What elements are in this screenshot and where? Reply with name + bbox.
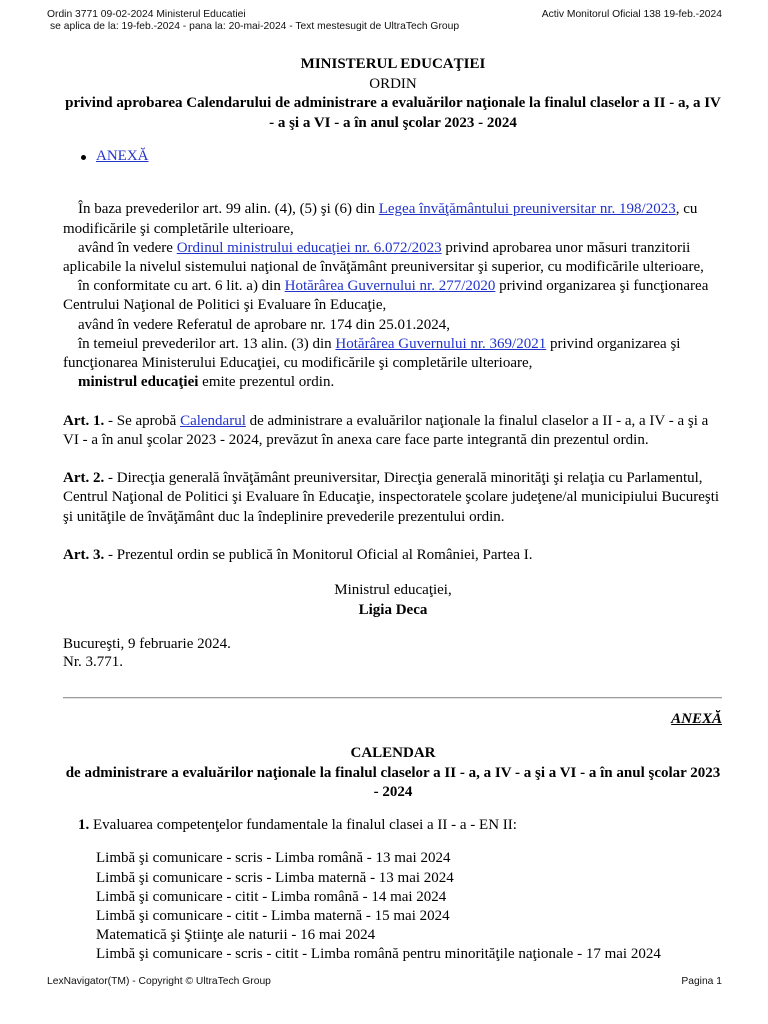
document-subject: privind aprobarea Calendarului de administrare a evaluărilor naţionale la finalul claselor a II - a, a IV - a şi a VI - a în anul şcolar 2023 - 2024: [65, 95, 721, 131]
article-3: [63, 546, 723, 565]
article-1: [63, 412, 723, 450]
preamble-hg-369: [63, 335, 723, 373]
bullet-icon: [81, 155, 86, 160]
list-item: Limbă şi comunicare - citit - Limba română - 14 mai 2024: [96, 888, 447, 905]
annex-section-heading: [63, 816, 723, 835]
annex-anchor: [63, 710, 722, 729]
header-doc-ref: Ordin 3771 09-02-2024 Ministerul Educatiei: [47, 9, 246, 20]
list-item: Limbă şi comunicare - citit - Limba maternă - 15 mai 2024: [96, 908, 450, 924]
list-item: Matematică şi Ştiinţe ale naturii - 16 mai 2024: [96, 927, 376, 944]
preamble-text: în conformitate cu art. 6 lit. a) din: [78, 278, 285, 295]
annex-label: ANEXĂ: [671, 711, 722, 728]
footer-copyright: LexNavigator(TM) - Copyright © UltraTech Group: [47, 976, 271, 987]
minister-title: ministrul educaţiei: [78, 374, 199, 391]
preamble-text: având în vedere: [78, 239, 177, 256]
preamble-hg-277: [63, 277, 723, 315]
preamble-text: în temeiul prevederilor art. 13 alin. (3) din: [78, 335, 336, 352]
hg-369-2021-link[interactable]: Hotărârea Guvernului nr. 369/2021: [335, 335, 547, 352]
order-6072-2023-link[interactable]: Ordinul ministrului educaţiei nr. 6.072/2023: [176, 239, 442, 256]
signatory-name: Ligia Deca: [358, 601, 428, 618]
section-divider: [63, 697, 722, 699]
calendar-link[interactable]: Calendarul: [180, 412, 246, 429]
list-item: Limbă şi comunicare - scris - Limba maternă - 13 mai 2024: [96, 869, 454, 886]
preamble-order-6072: [63, 239, 723, 277]
preamble-text: În baza prevederilor art. 99 alin. (4), (5) şi (6) din: [78, 201, 379, 218]
law-198-2023-link[interactable]: Legea învăţământului preuniversitar nr. 198/2023: [378, 201, 676, 218]
header-status: Activ Monitorul Oficial 138 19-feb.-2024: [541, 9, 722, 20]
preamble-text: având în vedere Referatul de aprobare nr. 174 din 25.01.2024,: [78, 316, 450, 333]
article-label: Art. 3.: [63, 547, 105, 563]
annex-section: [63, 816, 723, 835]
preamble-text: privind organizarea şi funcţionarea Centrului Naţional de Politici şi Evaluare în Educaţie,: [63, 278, 709, 314]
signatory-role: Ministrul educaţiei,: [334, 582, 452, 599]
issue-number: Nr. 3.771.: [63, 653, 123, 670]
issuer-title: MINISTERUL EDUCAŢIEI: [300, 56, 486, 72]
list-item: Limbă şi comunicare - scris - Limba română - 13 mai 2024: [96, 850, 451, 867]
article-label: Art. 2.: [63, 470, 105, 487]
preamble-enactment: [63, 373, 723, 392]
annex-link[interactable]: ANEXĂ: [96, 148, 149, 165]
annex-subtitle: de administrare a evaluărilor naţionale la finalul claselor a II - a, a IV - a şi a VI - a în anul şcolar 2023 - 2024: [65, 764, 721, 800]
preamble-text: privind aprobarea unor măsuri tranzitorii aplicabile la nivelul sistemului naţional de învăţământ preuniversitar şi superior, cu modificările ulterioare,: [63, 239, 704, 275]
exam-schedule-list: [96, 849, 723, 964]
hg-277-2020-link[interactable]: Hotărârea Guvernului nr. 277/2020: [284, 278, 496, 295]
annex-title-block: [63, 744, 723, 802]
footer-page-number: Pagina 1: [681, 976, 722, 987]
article-text: - Prezentul ordin se publică în Monitorul Oficial al României, Partea I.: [108, 547, 533, 563]
preamble-legal-basis: [63, 200, 723, 238]
preamble-text: privind organizarea şi funcţionarea Ministerului Educaţiei, cu modificările şi completările ulterioare,: [63, 335, 681, 372]
preamble-text: , cu modificările şi completările ulterioare,: [63, 201, 698, 237]
document-title: [63, 55, 723, 133]
article-text: - Se aprobă: [108, 412, 181, 429]
order-body: [63, 200, 723, 565]
signature-block: [63, 581, 723, 620]
list-item: Limbă şi comunicare - scris - citit - Limba română pentru minorităţile naţionale - 17 mai 2024: [96, 946, 661, 963]
article-2: [63, 469, 723, 527]
preamble-text: emite prezentul ordin.: [198, 374, 335, 391]
article-text: de administrare a evaluărilor naţionale la finalul claselor a II - a, a IV - a şi a VI - a în anul şcolar 2023 - 2024, prevăzut în anexa care face parte integrantă din prezentul ordin.: [63, 412, 709, 448]
annex-title: CALENDAR: [350, 745, 436, 762]
issue-info: [63, 635, 723, 671]
document-type: ORDIN: [369, 75, 417, 92]
section-number: 1.: [78, 817, 90, 834]
annex-toc: [63, 147, 723, 166]
preamble-referat: [63, 316, 723, 335]
article-text: - Direcţia generală învăţământ preuniversitar, Direcţia generală minorităţi şi relaţia cu Parlamentul, Centrul Naţional de Politici şi Evaluare în Educaţie, inspectoratele şcolare judeţene/al municipiului Bucureşti şi unităţile de învăţământ duc la îndeplinire prevederile prezentului ordin.: [63, 470, 720, 525]
header-validity: se aplica de la: 19-feb.-2024 - pana la: 20-mai-2024 - Text mestesugit de UltraTech Group: [50, 21, 460, 32]
article-label: Art. 1.: [63, 412, 105, 429]
issue-place-date: Bucureşti, 9 februarie 2024.: [63, 635, 231, 652]
section-heading-text: Evaluarea competenţelor fundamentale la finalul clasei a II - a - EN II:: [93, 817, 517, 834]
